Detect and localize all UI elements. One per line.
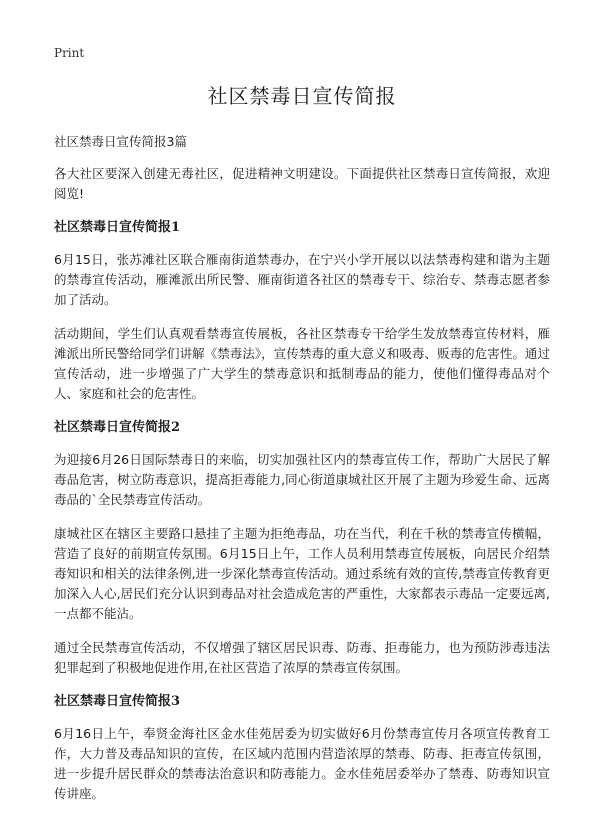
section-heading-2: 社区禁毒日宣传简报2	[54, 420, 181, 435]
section-heading-1: 社区禁毒日宣传简报1	[54, 220, 181, 235]
section-2-paragraph-1: 为迎接6月26日国际禁毒日的来临，切实加强社区内的禁毒宣传工作，帮助广大居民了解毒品危害，树立防毒意识，提高拒毒能力,同心街道康城社区开展了主题为珍爱生命、远离毒品的`全民禁毒宣传活动。	[54, 452, 550, 507]
section-2-paragraph-2: 康城社区在辖区主要路口悬挂了主题为拒绝毒品，功在当代，利在千秋的禁毒宣传横幅，营造了良好的前期宣传氛围。6月15日上午，工作人员利用禁毒宣传展板，向居民介绍禁毒知识和相关的法律条例,进一步深化禁毒宣传活动。通过系统有效的宣传,禁毒宣传教育更加深入人心,居民们充分认识到毒品对社会造成危害的严重性，大家都表示毒品一定要远离,一点都不能沾。	[54, 526, 550, 621]
section-1-paragraph-2: 活动期间，学生们认真观看禁毒宣传展板，各社区禁毒专干给学生发放禁毒宣传材料，雁滩派出所民警给同学们讲解《禁毒法》，宣传禁毒的重大意义和吸毒、贩毒的危害性。通过宣传活动，进一步增强了广大学生的禁毒意识和抵制毒品的能力，使他们懂得毒品对个人、家庭和社会的危害性。	[54, 326, 550, 401]
section-heading-3: 社区禁毒日宣传简报3	[54, 694, 181, 709]
document-body	[54, 72, 550, 818]
print-link[interactable]: Print	[54, 46, 85, 60]
page-title: 社区禁毒日宣传简报	[207, 84, 397, 108]
section-3-paragraph-1: 6月16日上午，奉贤金海社区金水佳苑居委为切实做好6月份禁毒宣传月各项宣传教育工作，大力普及毒品知识的宣传，在区域内范围内营造浓厚的禁毒、防毒、拒毒宣传氛围，进一步提升居民群众的禁毒法治意识和防毒能力。金水佳苑居委举办了禁毒、防毒知识宣传讲座。	[54, 726, 550, 801]
section-2-paragraph-3: 通过全民禁毒宣传活动，不仅增强了辖区居民识毒、防毒、拒毒能力，也为预防涉毒违法犯罪起到了积极地促进作用,在社区营造了浓厚的禁毒宣传氛围。	[54, 640, 550, 675]
document-subtitle: 社区禁毒日宣传简报3篇	[54, 134, 187, 149]
section-1-paragraph-1: 6月15日，张苏滩社区联合雁南街道禁毒办，在宁兴小学开展以以法禁毒构建和谐为主题的禁毒宣传活动，雁滩派出所民警、雁南街道各社区的禁毒专干、综治专、禁毒志愿者参加了活动。	[54, 252, 550, 307]
intro-paragraph: 各大社区要深入创建无毒社区，促进精神文明建设。下面提供社区禁毒日宣传简报，欢迎阅览!	[54, 166, 550, 201]
